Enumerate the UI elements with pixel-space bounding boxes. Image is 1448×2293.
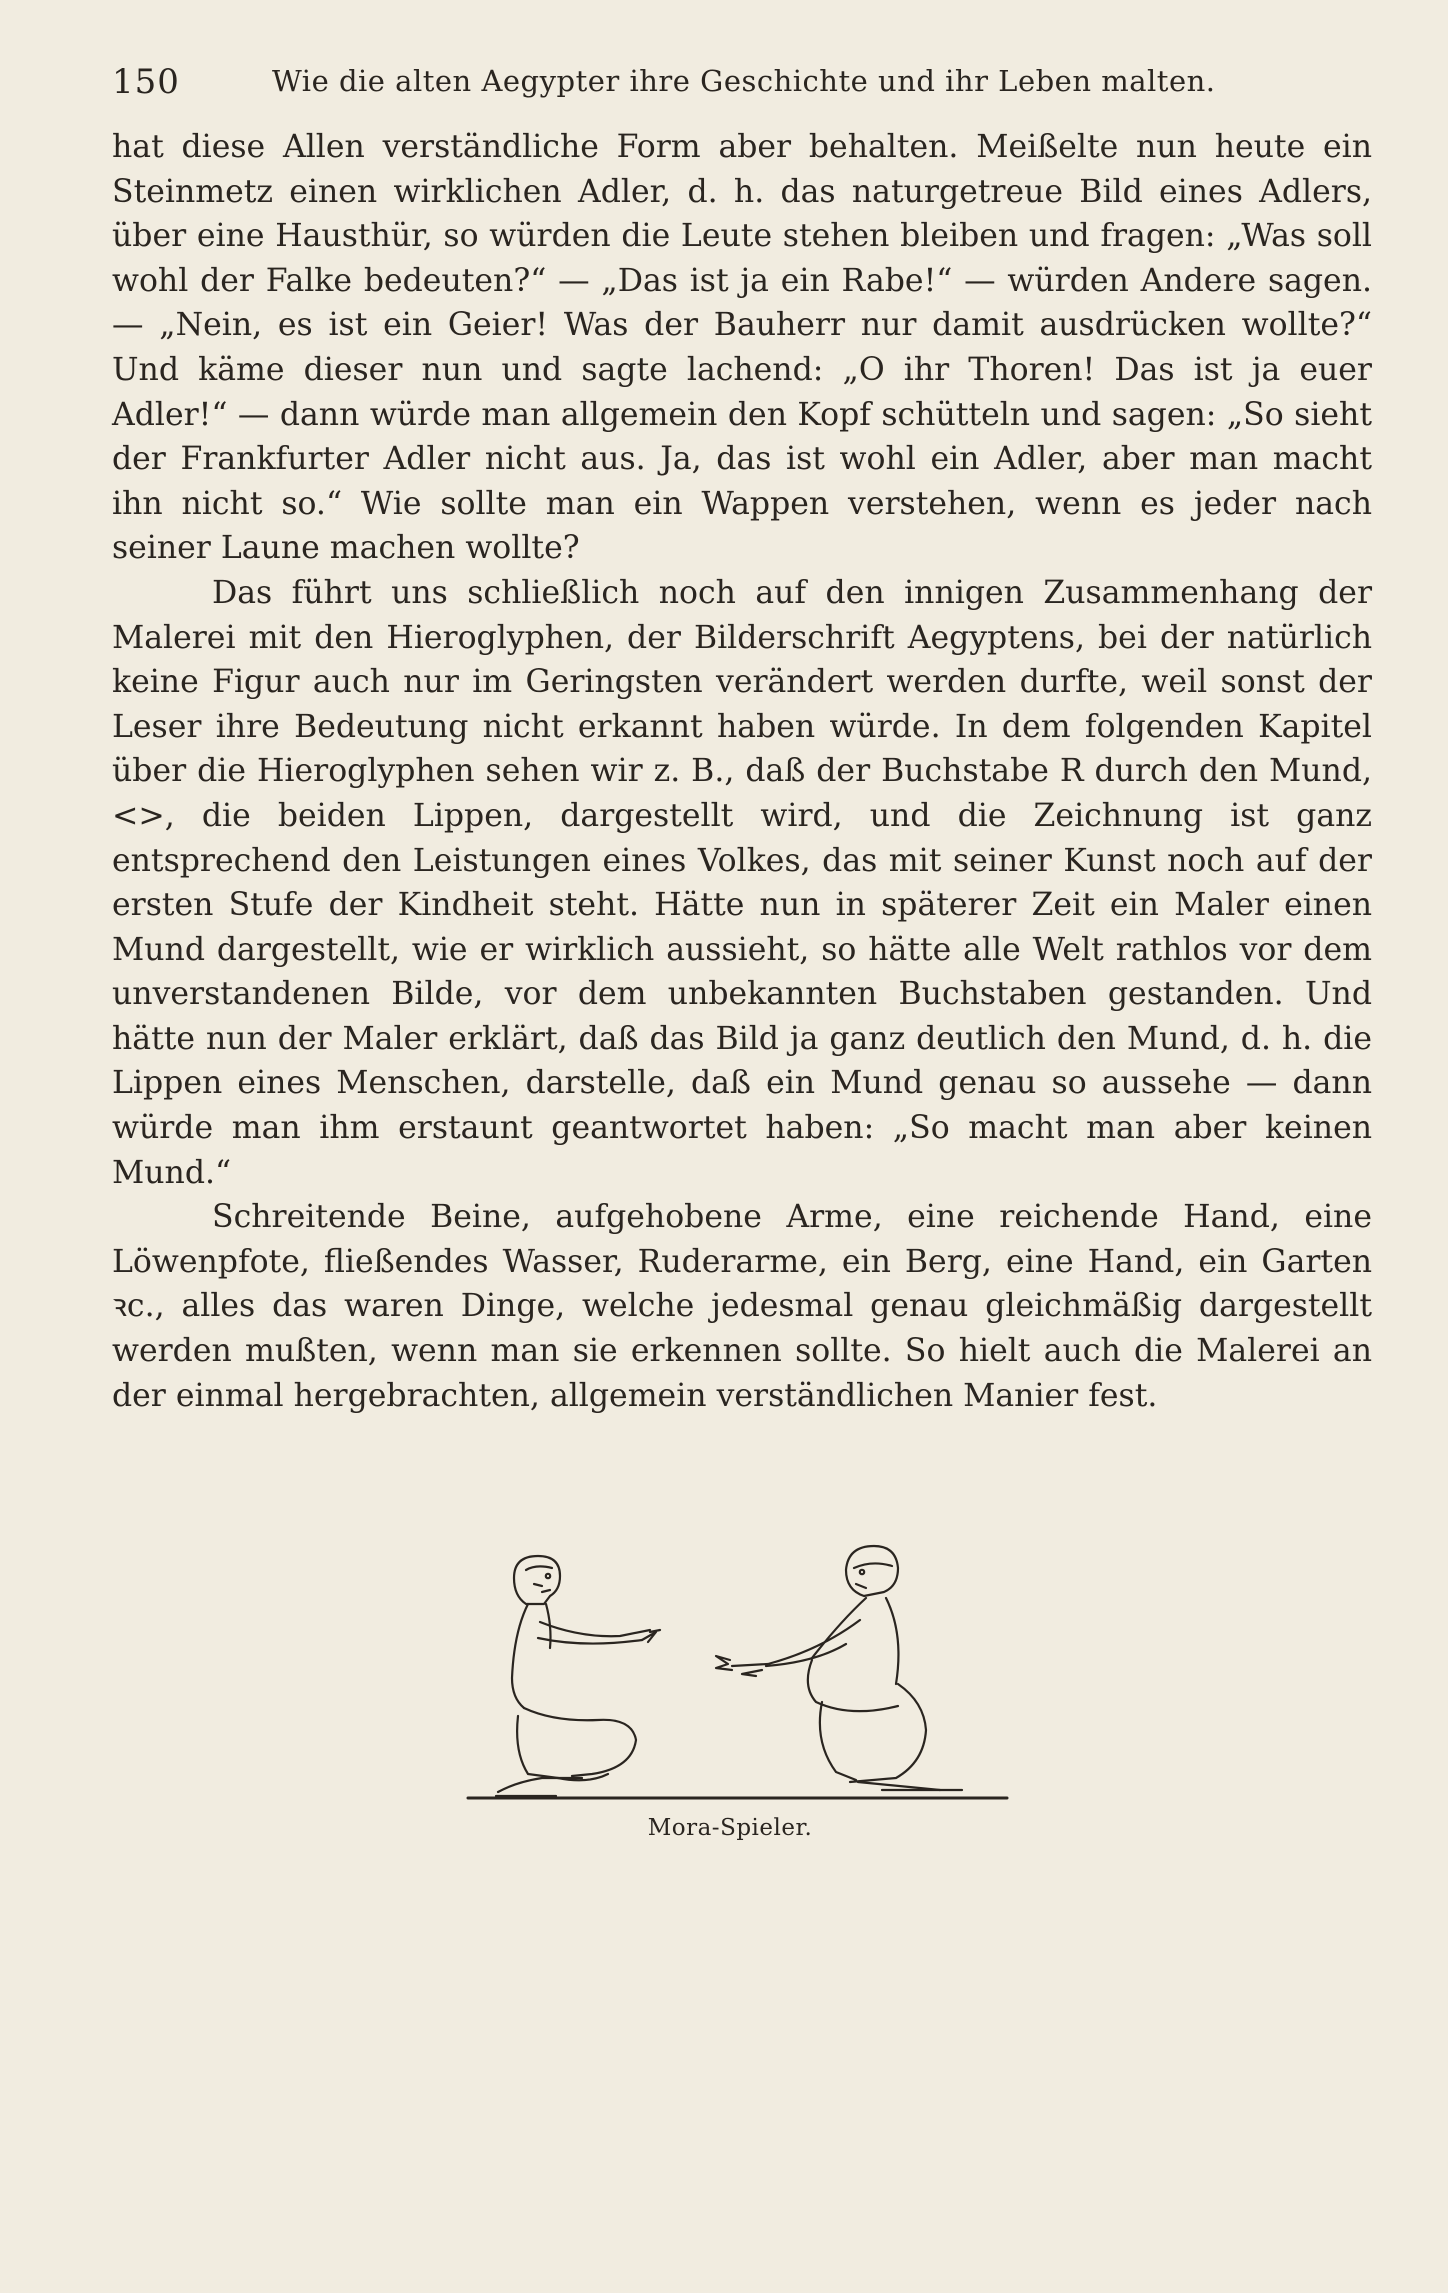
paragraph-2: Das führt uns schließlich noch auf den innigen Zusammenhang der Malerei mit den Hieroglyphen, der Bilderschrift Aegyptens, bei der natürlich keine Figur auch nur im Geringsten verändert werden durfte, weil sonst der Leser ihre Bedeutung nicht erkannt haben würde. In dem folgenden Kapitel über die Hieroglyphen sehen wir z. B., daß der Buchstabe R durch den Mund, <>, die beiden Lippen, dargestellt wird, und die Zeichnung ist ganz entsprechend den Leistungen eines Volkes, das mit seiner Kunst noch auf der ersten Stufe der Kindheit steht. Hätte nun in späterer Zeit ein Maler einen Mund dargestellt, wie er wirklich aussieht, so hätte alle Welt rathlos vor dem unverstandenen Bilde, vor dem unbekannten Buchstaben gestanden. Und hätte nun der Maler erklärt, daß das Bild ja ganz deutlich den Mund, d. h. die Lippen eines Menschen, darstelle, daß ein Mund genau so aussehe — dann würde man ihm erstaunt geantwortet haben: „So macht man aber keinen Mund.“	[112, 574, 1372, 1191]
mora-players-illustration	[462, 1540, 1012, 1810]
right-player-figure	[716, 1546, 962, 1790]
page-header	[112, 58, 1222, 110]
running-title: Wie die alten Aegypter ihre Geschichte und ihr Leben malten.	[272, 64, 1216, 98]
left-player-figure	[496, 1556, 660, 1796]
paragraph-3: Schreitende Beine, aufgehobene Arme, eine reichende Hand, eine Löwenpfote, fließendes Wasser, Ruderarme, ein Berg, eine Hand, ein Garten ꝛc., alles das waren Dinge, welche jedesmal genau gleichmäßig dargestellt werden mußten, wenn man sie erkennen sollte. So hielt auch die Malerei an der einmal hergebrachten, allgemein verständlichen Manier fest.	[112, 1199, 1372, 1414]
page-number: 150	[112, 62, 180, 102]
paragraph-1: hat diese Allen verständliche Form aber behalten. Meißelte nun heute ein Steinmetz einen wirklichen Adler, d. h. das naturgetreue Bild eines Adlers, über eine Hausthür, so würden die Leute stehen bleiben und fragen: „Was soll wohl der Falke bedeuten?“ — „Das ist ja ein Rabe!“ — würden Andere sagen. — „Nein, es ist ein Geier! Was der Bauherr nur damit ausdrücken wollte?“ Und käme dieser nun und sagte lachend: „O ihr Thoren! Das ist ja euer Adler!“ — dann würde man allgemein den Kopf schütteln und sagen: „So sieht der Frankfurter Adler nicht aus. Ja, das ist wohl ein Adler, aber man macht ihn nicht so.“ Wie sollte man ein Wappen verstehen, wenn es jeder nach seiner Laune machen wollte?	[112, 129, 1372, 567]
body-text	[112, 125, 1372, 1418]
figure-caption: Mora-Spieler.	[647, 1815, 813, 1841]
